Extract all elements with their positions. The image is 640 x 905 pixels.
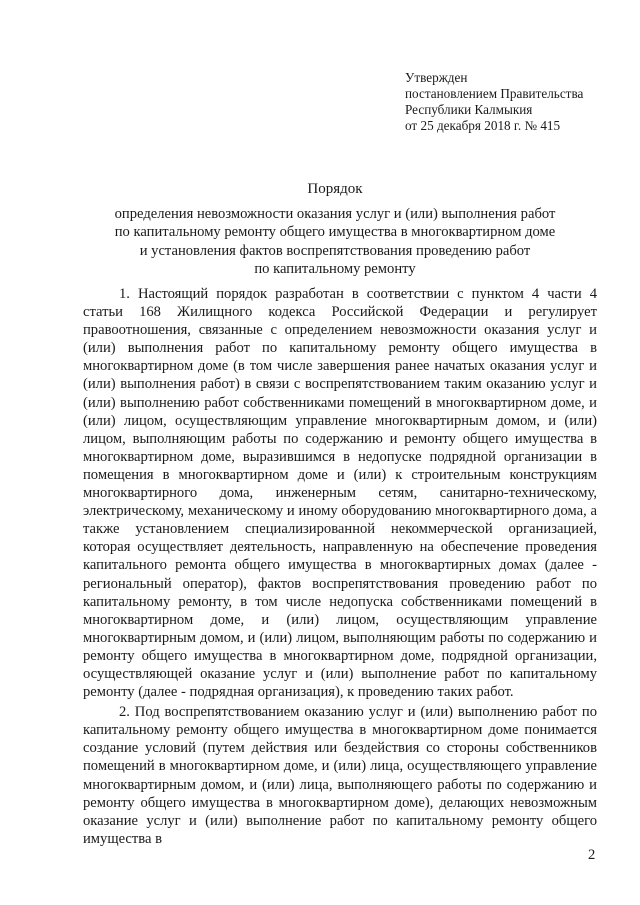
document-title — [70, 180, 600, 278]
title-line-2: по капитальному ремонту общего имущества в многоквартирном доме — [114, 224, 556, 241]
title-line-4: по капитальному ремонту — [254, 260, 416, 277]
paragraph-2: 2. Под воспрепятствованием оказанию услуг и (или) выполнению работ по капитальному ремонту общего имущества в многоквартирном доме понимается создание условий (путем действия или бездействия со стороны собственников помещений в многоквартирном доме, и (или) лица, осуществляющего управление многоквартирным домом, и (или) лица, выполняющего работы по содержанию и ремонту общего имущества в многоквартирном доме), делающих невозможным оказание услуг и (или) выполнение работ по капитальному ремонту общего имущества в — [83, 704, 597, 847]
approval-stamp — [405, 70, 583, 134]
approval-line-1: Утвержден — [405, 70, 468, 85]
page-number: 2 — [588, 847, 596, 863]
approval-line-2: постановлением Правительства — [405, 86, 584, 101]
document-body — [83, 285, 597, 848]
title-line-3: и установления фактов воспрепятствования проведению работ — [139, 242, 531, 259]
paragraph-1: 1. Настоящий порядок разработан в соответствии с пунктом 4 части 4 статьи 168 Жилищного кодекса Российской Федерации и регулирует правоотношения, связанные с определением невозможности оказания услуг и (или) выполнения работ по капитальному ремонту общего имущества в многоквартирном доме (в том числе завершения ранее начатых оказания услуг и (или) выполнения работ) в связи с воспрепятствованием таким оказанию услуг и (или) выполнению работ собственниками помещений в многоквартирном доме, и (или) лицом, осуществляющим управление многоквартирным домом, и (или) лицом, выполняющим работы по содержанию и ремонту общего имущества в многоквартирном доме, выразившимся в недопуске подрядной организации в помещения в многоквартирном доме и (или) к строительным конструкциям многоквартирного дома, инженерным сетям, санитарно-техническому, электрическому, механическому и иному оборудованию многоквартирного дома, а также установлением специализированной некоммерческой организацией, которая осуществляет деятельность, направленную на обеспечение проведения капитального ремонта общего имущества в многоквартирных домах (далее - региональный оператор), фактов воспрепятствования проведению работ по капитальному ремонту, в том числе недопуска собственниками помещений в многоквартирном доме, и (или) лицом, осуществляющим управление многоквартирным домом, и (или) лицом, выполняющим работы по содержанию и ремонту общего имущества в многоквартирном доме, подрядной организации, осуществляющей оказание услуг и (или) выполнение работ по капитальному ремонту (далее - подрядная организация), к проведению таких работ. — [83, 286, 597, 701]
title-main: Порядок — [307, 181, 363, 197]
approval-line-4: от 25 декабря 2018 г. № 415 — [405, 118, 561, 133]
approval-line-3: Республики Калмыкия — [405, 102, 533, 117]
title-line-1: определения невозможности оказания услуг и (или) выполнения работ — [114, 206, 556, 223]
